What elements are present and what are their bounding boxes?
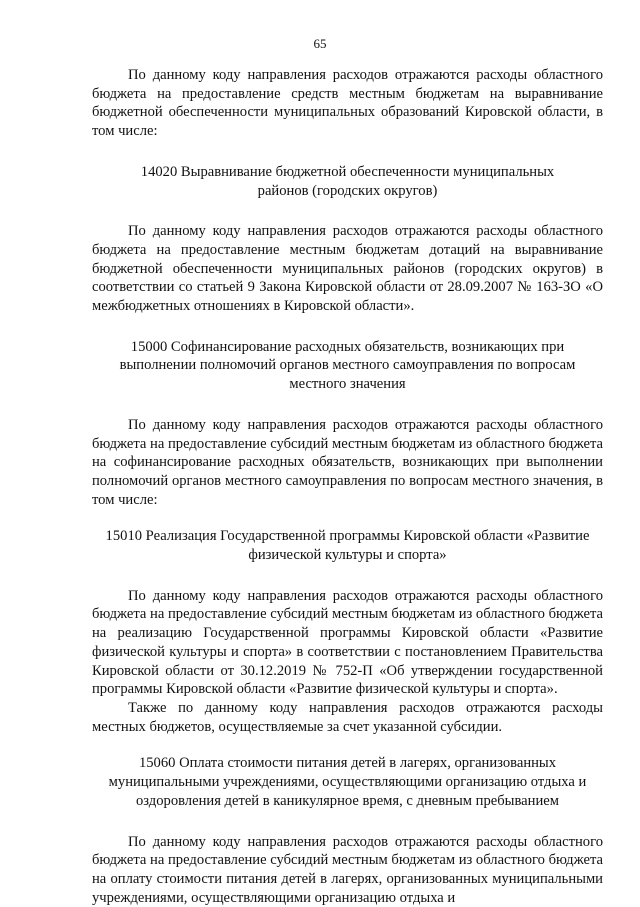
heading-15060: 15060 Оплата стоимости питания детей в лагерях, организованных муниципальными учреждениями, осуществляющими организацию отдыха и оздоровления детей в каникулярное время, с дневным пребыванием — [92, 754, 603, 810]
paragraph-14020: По данному коду направления расходов отражаются расходы областного бюджета на предоставление местным бюджетам дотаций на выравнивание бюджетной обеспеченности муниципальных районов (городских округов) в соответствии со статьей 9 Закона Кировской области от 28.09.2007 № 163-ЗО «О межбюджетных отношениях в Кировской области». — [92, 222, 603, 316]
heading-15010: 15010 Реализация Государственной программы Кировской области «Развитие физической культуры и спорта» — [92, 527, 603, 564]
paragraph-intro: По данному коду направления расходов отражаются расходы областного бюджета на предоставление средств местным бюджетам на выравнивание бюджетной обеспеченности муниципальных образований Кировской области, в том числе: — [92, 66, 603, 141]
paragraph-15010: По данному коду направления расходов отражаются расходы областного бюджета на предоставление субсидий местным бюджетам из областного бюджета на реализацию Государственной программы Кировской области «Развитие физической культуры и спорта» в соответствии с постановлением Правительства Кировской области от 30.12.2019 № 752-П «Об утверждении государственной программы Кировской области «Развитие физической культуры и спорта». — [92, 587, 603, 699]
paragraph-15000: По данному коду направления расходов отражаются расходы областного бюджета на предоставление субсидий местным бюджетам из областного бюджета на софинансирование расходных обязательств, возникающих при выполнении полномочий органов местного самоуправления по вопросам местного значения, в том числе: — [92, 416, 603, 510]
page-number: 65 — [0, 36, 640, 52]
paragraph-15060: По данному коду направления расходов отражаются расходы областного бюджета на предоставление субсидий местным бюджетам из областного бюджета на оплату стоимости питания детей в лагерях, организованных муниципальными учреждениями, осуществляющими организацию отдыха и — [92, 833, 603, 907]
heading-14020: 14020 Выравнивание бюджетной обеспеченности муниципальных районов (городских округов) — [92, 163, 603, 200]
paragraph-15010-local: Также по данному коду направления расходов отражаются расходы местных бюджетов, осуществляемые за счет указанной субсидии. — [92, 699, 603, 736]
page-body — [92, 66, 603, 907]
heading-15000: 15000 Софинансирование расходных обязательств, возникающих при выполнении полномочий органов местного самоуправления по вопросам местного значения — [92, 338, 603, 394]
